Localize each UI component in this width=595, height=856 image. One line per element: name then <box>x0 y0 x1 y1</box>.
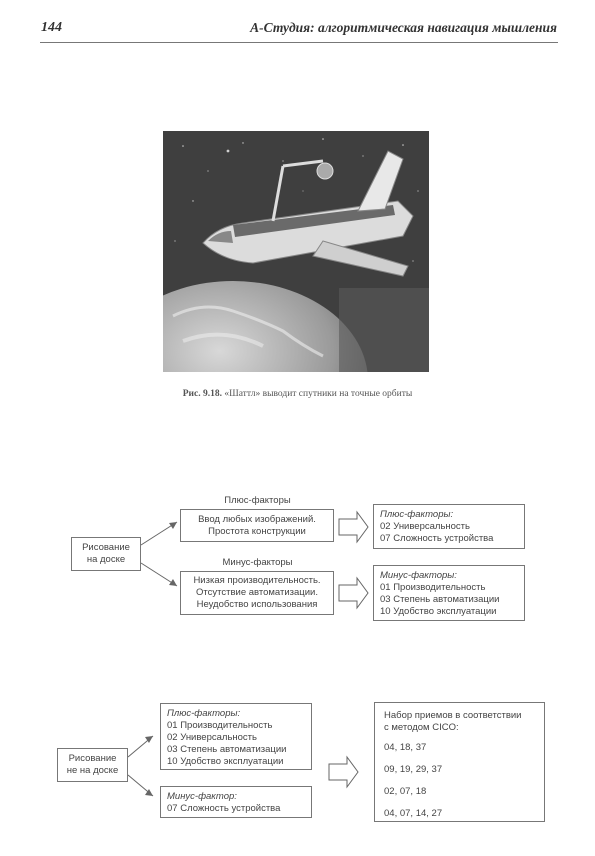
diagram1-root-line1: Рисование <box>82 542 130 553</box>
diagram2-plus-item: 03 Степень автоматизации <box>167 744 287 755</box>
diagram1-plus-label: Плюс-факторы <box>224 495 291 506</box>
diagram2-cico-box <box>374 702 545 822</box>
diagram1-plus-line1: Ввод любых изображений. <box>198 513 316 525</box>
diagram1-minus-line3: Неудобство использования <box>196 599 318 610</box>
cico-item: 04, 18, 37 <box>384 742 427 753</box>
diagram1-minus-result-box <box>373 565 525 621</box>
running-header-title: А-Студия: алгоритмическая навигация мышления <box>250 20 557 35</box>
diagram2-plus-item: 02 Универсальность <box>167 732 257 743</box>
diagram1-plus-result-box <box>373 504 525 549</box>
diagram1-minus-result-item: 10 Удобство эксплуатации <box>380 606 497 617</box>
diagram1-plus-line2: Простота конструкции <box>208 525 306 537</box>
cico-header-line1: Набор приемов в соответствии <box>384 710 522 721</box>
diagram2-minus-title: Минус-фактор: <box>167 791 237 802</box>
caption-text: «Шаттл» выводит спутники на точные орбиты <box>224 389 413 399</box>
cico-item: 04, 07, 14, 27 <box>384 808 443 819</box>
arrow-to-cico <box>329 757 358 787</box>
diagram1-minus-box <box>180 571 334 615</box>
diagram2-root-line1: Рисование <box>68 753 117 764</box>
diagram1-plus-box <box>180 509 334 542</box>
diagram2-root-box <box>57 748 128 782</box>
diagram1-minus-result-item: 01 Производительность <box>380 582 486 593</box>
diagram2-minus-item: 07 Сложность устройства <box>167 803 281 814</box>
diagram1-minus-result-title: Минус-факторы: <box>380 570 457 581</box>
diagram1-root-line2: на доске <box>86 554 126 565</box>
diagram2-plus-title: Плюс-факторы: <box>167 708 241 719</box>
cico-header-line2: с методом CICO: <box>384 722 459 733</box>
diagram2-root-line2: не на доске <box>66 765 119 776</box>
diagram1-plus-result-item: 02 Универсальность <box>380 521 470 532</box>
arrow-minus-result <box>339 578 368 608</box>
cico-item: 09, 19, 29, 37 <box>384 764 443 775</box>
diagram1-minus-result-item: 03 Степень автоматизации <box>380 594 500 605</box>
cico-item: 02, 07, 18 <box>384 786 427 797</box>
diagram1-plus-result-item: 07 Сложность устройства <box>380 533 494 544</box>
diagram1-root-box <box>71 537 141 571</box>
diagram2-plus-item: 10 Удобство эксплуатации <box>167 756 284 767</box>
diagram1-minus-label: Минус-факторы <box>222 557 293 568</box>
diagram1-minus-line1: Низкая производительность. <box>193 575 321 586</box>
diagram2-minus-box <box>160 786 312 818</box>
diagram1-minus-line2: Отсутствие автоматизации. <box>195 587 318 598</box>
arrow-plus-result <box>339 512 368 542</box>
page-number: 144 <box>41 20 62 35</box>
caption-label: Рис. 9.18. <box>182 389 222 399</box>
diagram2-plus-box <box>160 703 312 770</box>
diagram2-plus-item: 01 Производительность <box>167 720 273 731</box>
diagram1-plus-result-title: Плюс-факторы: <box>380 509 454 520</box>
